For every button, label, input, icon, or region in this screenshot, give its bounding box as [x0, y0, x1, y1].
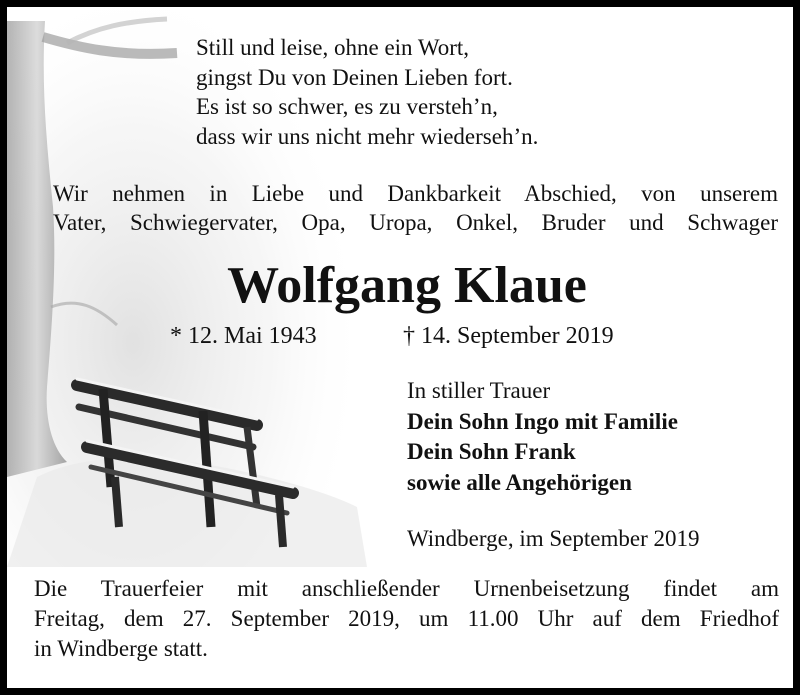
poem	[196, 33, 538, 151]
birth-date: * 12. Mai 1943	[170, 323, 317, 349]
mourner-line: sowie alle Angehörigen	[407, 469, 632, 495]
intro-line: Vater, Schwiegervater, Opa, Uropa, Onkel, Bruder und Schwager	[53, 210, 778, 235]
funeral-info-line: Freitag, dem 27. September 2019, um 11.00 Uhr auf dem Friedhof	[34, 606, 779, 631]
poem-line: gingst Du von Deinen Lieben fort.	[196, 64, 513, 90]
mourner-line: Dein Sohn Ingo mit Familie	[407, 408, 678, 434]
mourners-intro: In stiller Trauer	[407, 378, 551, 403]
place-and-date: Windberge, im September 2019	[407, 526, 700, 551]
mourners-block	[407, 376, 678, 498]
poem-line: dass wir uns nicht mehr wiederseh’n.	[196, 123, 539, 149]
intro-line: Wir nehmen in Liebe und Dankbarkeit Abschied, von unserem	[53, 181, 778, 206]
poem-line: Still und leise, ohne ein Wort,	[196, 35, 470, 60]
death-date: † 14. September 2019	[403, 323, 614, 349]
poem-line: Es ist so schwer, es zu versteh’n,	[196, 94, 498, 119]
mourner-line: Dein Sohn Frank	[407, 439, 576, 464]
funeral-info-line: in Windberge statt.	[34, 636, 208, 661]
deceased-name: Wolfgang Klaue	[227, 257, 587, 314]
funeral-info-line: Die Trauerfeier mit anschließender Urnenbeisetzung findet am	[34, 576, 779, 601]
